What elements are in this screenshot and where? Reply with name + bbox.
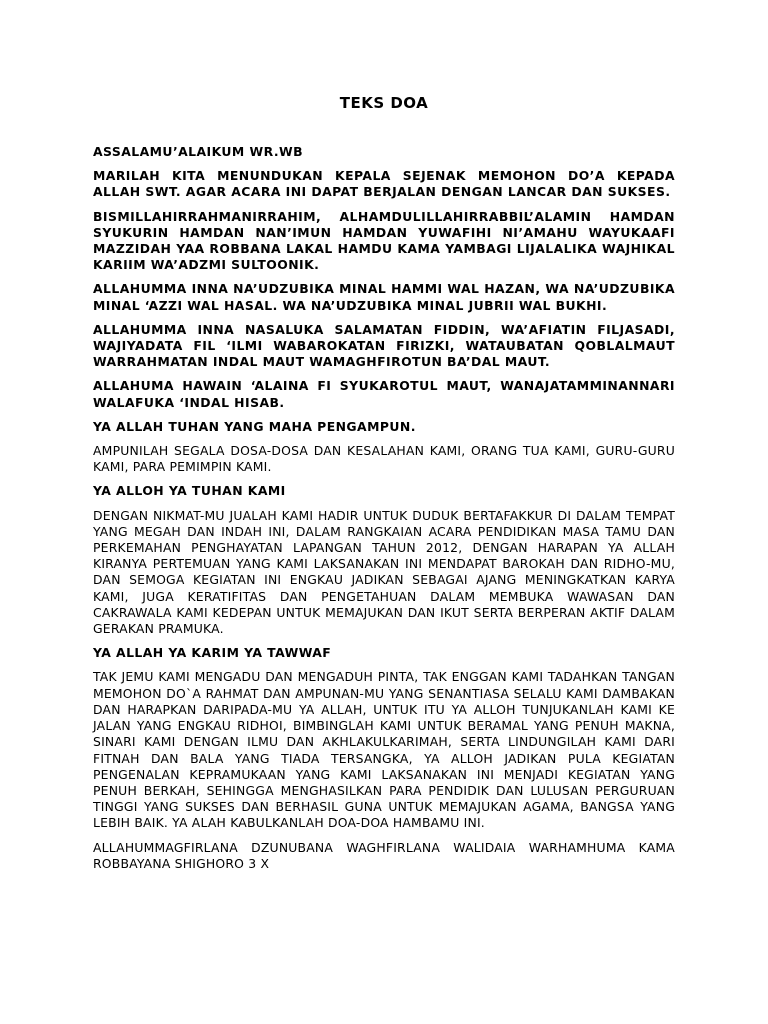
supplication-paragraph: TAK JEMU KAMI MENGADU DAN MENGADUH PINTA, TAK ENGGAN KAMI TADAHKAN TANGAN MEMOHON DO`A RAHMAT DAN AMPUNAN-MU YANG SENANTIASA SELALU KAMI DAMBAKAN DAN HARAPKAN DARIPADA-MU YA ALLAH, UNTUK ITU YA ALLOH TUNJUKANLAH KAMI KE JALAN YANG ENGKAU RIDHOI, BIMBINGLAH KAMI UNTUK BERAMAL YANG PENUH MAKNA, SINARI KAMI DENGAN ILMU DAN AKHLAKULKARIMAH, SERTA LINDUNGILAH KAMI DARI FITNAH DAN BALA YANG TIADA TERSANGKA, YA ALLOH JADIKAN PULA KEGIATAN PENGENALAN KEPRAMUKAAN YANG KAMI LAKSANAKAN INI MENJADI KEGIATAN YANG PENUH BERKAH, SEHINGGA MENGHASILKAN PARA PENDIDIK DAN LULUSAN PERGURUAN TINGGI YANG SUKSES DAN BERHASIL GUNA UNTUK MEMAJUKAN AGAMA, BANGSA YANG LEBIH BAIK. YA ALAH KABULKANLAH DOA-DOA HAMBAMU INI. — [93, 669, 675, 831]
document-body — [93, 144, 675, 880]
section-heading-karim: YA ALLAH YA KARIM YA TAWWAF — [93, 645, 332, 661]
gratitude-paragraph: DENGAN NIKMAT-MU JUALAH KAMI HADIR UNTUK DUDUK BERTAFAKKUR DI DALAM TEMPAT YANG MEGAH DAN INDAH INI, DALAM RANGKAIAN ACARA PENDIDIKAN MASA TAMU DAN PERKEMAHAN PENGHAYATAN LAPANGAN TAHUN 2012, DENGAN HARAPAN YA ALLAH KIRANYA PERTEMUAN YANG KAMI LAKSANAKAN INI MENDAPAT BAROKAH DAN RIDHO-MU, DAN SEMOGA KEGIATAN INI ENGKAU JADIKAN SEBAGAI AJANG MENINGKATKAN KARYA KAMI, JUGA KERATIFITAS DAN PENGETAHUAN DALAM MEMBUKA WAWASAN DAN CAKRAWALA KAMI KEDEPAN UNTUK MEMAJUKAN DAN IKUT SERTA BERPERAN AKTIF DALAM GERAKAN PRAMUKA. — [93, 507, 675, 637]
forgiveness-paragraph: AMPUNILAH SEGALA DOSA-DOSA DAN KESALAHAN KAMI, ORANG TUA KAMI, GURU-GURU KAMI, PARA PEMIMPIN KAMI. — [93, 443, 675, 475]
section-heading-tuhan-kami: YA ALLOH YA TUHAN KAMI — [93, 483, 286, 499]
prayer-paragraph-2: ALLAHUMMA INNA NASALUKA SALAMATAN FIDDIN, WA’AFIATIN FILJASADI, WAJIYADATA FIL ‘ILMI WABAROKATAN FIRIZKI, WATAUBATAN QOBLALMAUT WARRAHMATAN INDAL MAUT WAMAGHFIROTUN BA’DAL MAUT. — [93, 321, 675, 370]
greeting-paragraph: ASSALAMU’ALAIKUM WR.WB — [93, 144, 303, 159]
section-heading-pengampun: YA ALLAH TUHAN YANG MAHA PENGAMPUN. — [93, 418, 416, 434]
prayer-paragraph-1: ALLAHUMMA INNA NA’UDZUBIKA MINAL HAMMI WAL HAZAN, WA NA’UDZUBIKA MINAL ‘AZZI WAL HASAL. WA NA’UDZUBIKA MINAL JUBRII WAL BUKHI. — [93, 281, 675, 313]
invitation-paragraph: MARILAH KITA MENUNDUKAN KEPALA SEJENAK MEMOHON DO’A KEPADA ALLAH SWT. AGAR ACARA INI DAPAT BERJALAN DENGAN LANCAR DAN SUKSES. — [93, 168, 675, 200]
prayer-paragraph-3: ALLAHUMA HAWAIN ‘ALAINA FI SYUKAROTUL MAUT, WANAJATAMMINANNARI WALAFUKA ‘INDAL HISAB. — [93, 378, 675, 410]
bismillah-paragraph: BISMILLAHIRRAHMANIRRAHIM, ALHAMDULILLAHIRRABBIL’ALAMIN HAMDAN SYUKURIN HAMDAN NAN’IMUN HAMDAN YUWAFIHI NI’AMAHU WAYUKAAFI MAZZIDAH YAA ROBBANA LAKAL HAMDU KAMA YAMBAGI LIJALALIKA WAJHIKAL KARIIM WA’ADZMI SULTOONIK. — [93, 208, 675, 273]
closing-paragraph: ALLAHUMMAGFIRLANA DZUNUBANA WAGHFIRLANA WALIDAIA WARHAMHUMA KAMA ROBBAYANA SHIGHORO 3 X — [93, 839, 675, 871]
document-title: TEKS DOA — [339, 94, 429, 112]
